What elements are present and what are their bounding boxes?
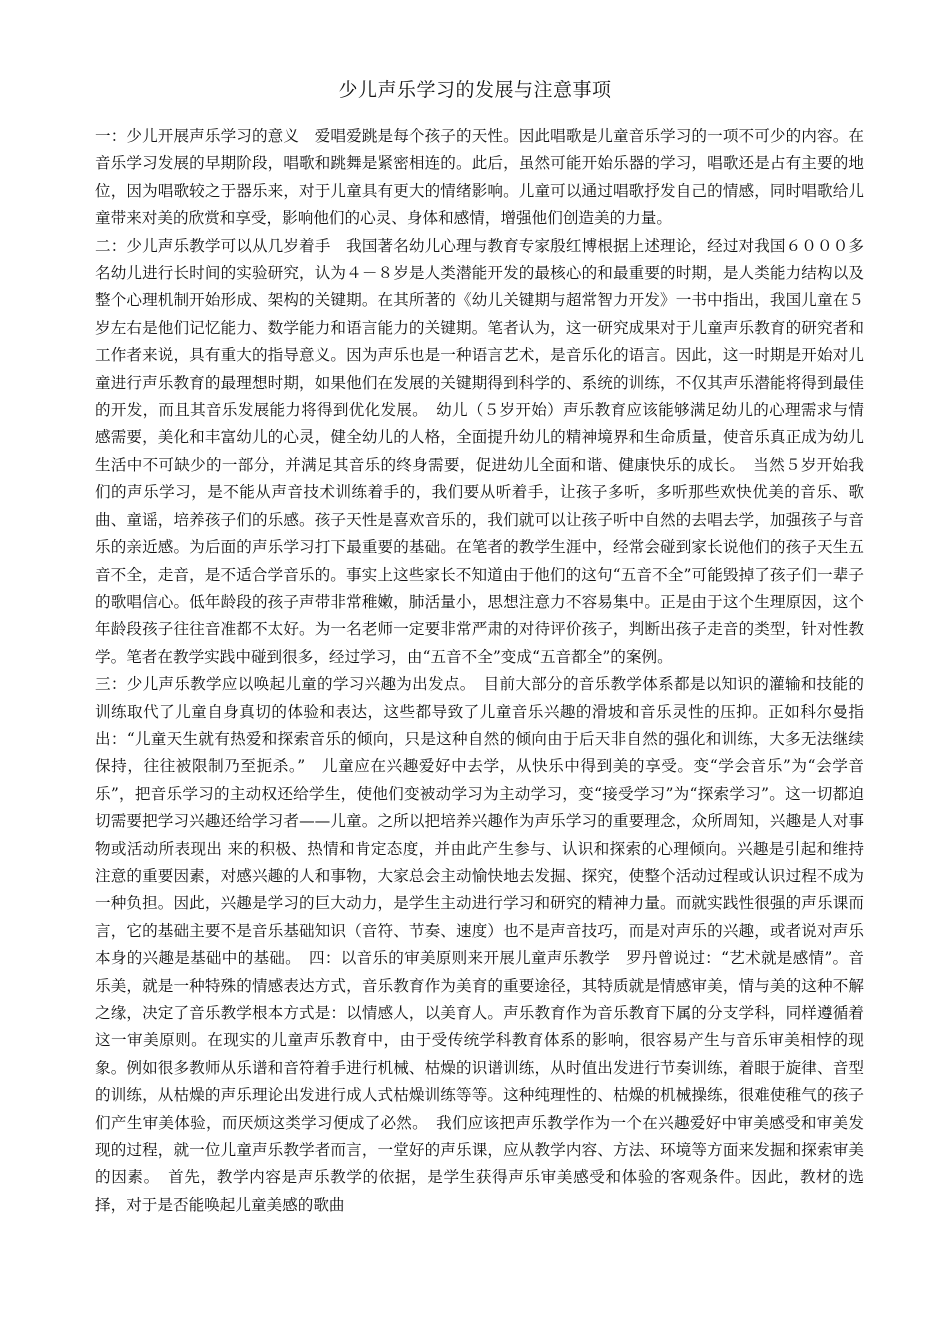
document-title: 少儿声乐学习的发展与注意事项 (338, 79, 612, 101)
document-body (95, 123, 864, 1219)
paragraph-3: 三：少儿声乐教学应以唤起儿童的学习兴趣为出发点。 目前大部分的音乐教学体系都是以知识的灌输和技能的训练取代了儿童自身真切的体验和表达，这些都导致了儿童音乐兴趣的滑坡和音乐灵性的压抑。正如科尔曼指出：“儿童天生就有热爱和探索音乐的倾向，只是这种自然的倾向由于后天非自然的强化和训练，大多无法继续保持，往往被限制乃至扼杀。” 儿童应在兴趣爱好中去学，从快乐中得到美的享受。变“学会音乐”为“会学音乐”，把音乐学习的主动权还给学生，使他们变被动学习为主动学习，变“接受学习”为“探索学习”。这一切都迫切需要把学习兴趣还给学习者——儿童。之所以把培养兴趣作为声乐学习的重要理念，众所周知，兴趣是人对事物或活动所表现出 来的积极、热情和肯定态度，并由此产生参与、认识和探索的心理倾向。兴趣是引起和维持注意的重要因素，对感兴趣的人和事物，大家总会主动愉快地去发掘、探究，使整个活动过程或认识过程不成为一种负担。因此，兴趣是学习的巨大动力，是学生主动进行学习和研究的精神力量。而就实践性很强的声乐课而言，它的基础主要不是音乐基础知识（音符、节奏、速度）也不是声音技巧，而是对声乐的兴趣，或者说对声乐本身的兴趣是基础中的基础。 四：以音乐的审美原则来开展儿童声乐教学 罗丹曾说过：“艺术就是感情”。音乐美，就是一种特殊的情感表达方式，音乐教育作为美育的重要途径，其特质就是情感审美，情与美的这种不解之缘，决定了音乐教学根本方式是：以情感人，以美育人。声乐教育作为音乐教育下属的分支学科，同样遵循着这一审美原则。在现实的儿童声乐教育中，由于受传统学科教育体系的影响，很容易产生与音乐审美相悖的现象。例如很多教师从乐谱和音符着手进行机械、枯燥的识谱训练，从时值出发进行节奏训练，着眼于旋律、音型的训练，从枯燥的声乐理论出发进行成人式枯燥训练等等。这种纯理性的、枯燥的机械操练，很难使稚气的孩子们产生审美体验，而厌烦这类学习便成了必然。 我们应该把声乐教学作为一个在兴趣爱好中审美感受和审美发现的过程，就一位儿童声乐教学者而言，一堂好的声乐课，应从教学内容、方法、环境等方面来发掘和探索审美的因素。 首先，教学内容是声乐教学的依据，是学生获得声乐审美感受和体验的客观条件。因此，教材的选择，对于是否能唤起儿童美感的歌曲 (95, 675, 864, 1214)
paragraph-1: 一：少儿开展声乐学习的意义 爱唱爱跳是每个孩子的天性。因此唱歌是儿童音乐学习的一项不可少的内容。在音乐学习发展的早期阶段，唱歌和跳舞是紧密相连的。此后，虽然可能开始乐器的学习，唱歌还是占有主要的地位，因为唱歌较之于器乐来，对于儿童具有更大的情绪影响。儿童可以通过唱歌抒发自己的情感，同时唱歌给儿童带来对美的欣赏和享受，影响他们的心灵、身体和感情，增强他们创造美的力量。 (95, 127, 864, 228)
paragraph-2: 二：少儿声乐教学可以从几岁着手 我国著名幼儿心理与教育专家殷红博根据上述理论，经过对我国６０００多名幼儿进行长时间的实验研究，认为４－８岁是人类潜能开发的最核心的和最重要的时期，是人类能力结构以及整个心理机制开始形成、架构的关键期。在其所著的《幼儿关键期与超常智力开发》一书中指出，我国儿童在５岁左右是他们记忆能力、数学能力和语言能力的关键期。笔者认为，这一研究成果对于儿童声乐教育的研究者和工作者来说，具有重大的指导意义。因为声乐也是一种语言艺术，是音乐化的语言。因此，这一时期是开始对儿童进行声乐教育的最理想时期，如果他们在发展的关键期得到科学的、系统的训练，不仅其声乐潜能将得到最佳的开发，而且其音乐发展能力将得到优化发展。 幼儿（５岁开始）声乐教育应该能够满足幼儿的心理需求与情感需要，美化和丰富幼儿的心灵，健全幼儿的人格，全面提升幼儿的精神境界和生命质量，使音乐真正成为幼儿生活中不可缺少的一部分，并满足其音乐的终身需要，促进幼儿全面和谐、健康快乐的成长。 当然５岁开始我们的声乐学习，是不能从声音技术训练着手的，我们要从听着手，让孩子多听，多听那些欢快优美的音乐、歌曲、童谣，培养孩子们的乐感。孩子天性是喜欢音乐的，我们就可以让孩子听中自然的去唱去学，加强孩子与音乐的亲近感。为后面的声乐学习打下最重要的基础。在笔者的教学生涯中，经常会碰到家长说他们的孩子天生五音不全，走音，是不适合学音乐的。事实上这些家长不知道由于他们的这句“五音不全”可能毁掉了孩子们一辈子的歌唱信心。低年龄段的孩子声带非常稚嫩，肺活量小，思想注意力不容易集中。正是由于这个生理原因，这个年龄段孩子往往音准都不太好。为一名老师一定要非常严肃的对待评价孩子，判断出孩子走音的类型，针对性教学。笔者在教学实践中碰到很多，经过学习，由“五音不全”变成“五音都全”的案例。 (95, 236, 864, 666)
